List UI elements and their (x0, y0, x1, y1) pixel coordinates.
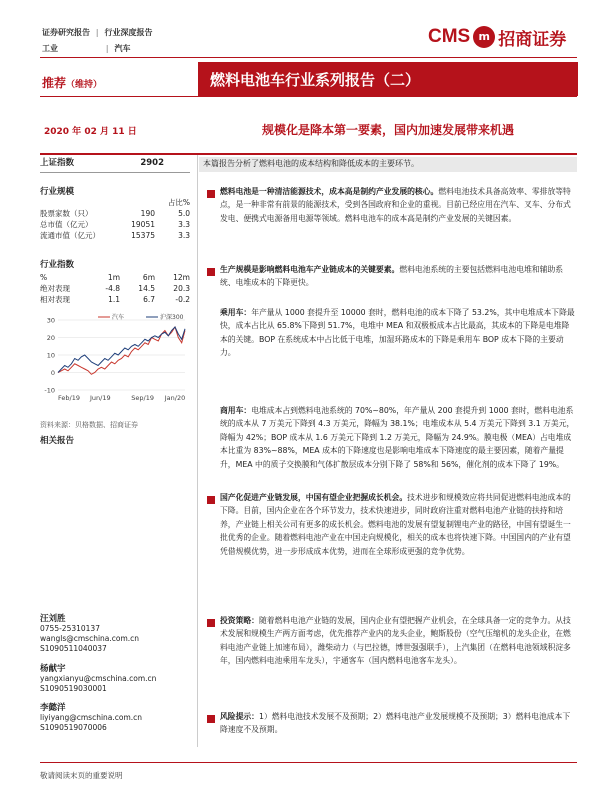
chart-x-tick: Jan/20 (164, 394, 186, 402)
index-header: % (40, 273, 48, 282)
analyst-email[interactable]: yangxianyu@cmschina.com.cn (40, 674, 157, 683)
industry-scale-title: 行业规模 (40, 187, 75, 197)
scale-row-name: 股票家数（只） (40, 209, 93, 218)
analyst-name: 汪刘胜 (40, 614, 66, 624)
index-row-1m: 1.1 (108, 295, 120, 304)
footer-note: 敬请阅读末页的重要说明 (40, 771, 123, 780)
brand-cn: 招商证券 (498, 29, 567, 50)
legend-label: 汽车 (112, 314, 125, 321)
paragraph-6 (220, 614, 577, 668)
report-sector: 工业 | 汽车 (42, 44, 131, 53)
analyst-name: 李懿洋 (40, 703, 66, 713)
rating (42, 74, 102, 91)
index-row (40, 294, 190, 305)
analyst-card (40, 664, 156, 694)
title-rule (40, 96, 577, 97)
index-label: 上证指数 (40, 158, 75, 168)
paragraph-7 (220, 710, 577, 737)
p2-keyword: 生产规模是影响燃料电池车产业链成本的关键要素。 (220, 265, 400, 274)
rating-label: 推荐 (42, 76, 67, 90)
brand-logo (428, 23, 566, 51)
report-type: 证券研究报告 | 行业深度报告 (42, 28, 153, 37)
index-row-6m: 14.5 (138, 284, 155, 293)
scale-row-pct: 3.3 (178, 231, 190, 240)
top-rule (40, 57, 577, 58)
paragraph-2 (220, 263, 577, 290)
sector-1: 工业 (42, 44, 58, 53)
footer-rule (40, 762, 577, 763)
index-header: 6m (142, 273, 155, 282)
index-box (40, 158, 190, 169)
p1-keyword: 燃料电池是一种清洁能源技术，成本高是制约产业发展的核心。 (220, 187, 439, 196)
analyst-id: S1090519070006 (40, 723, 107, 732)
index-value: 2902 (140, 158, 164, 168)
p3-text: 年产量从 1000 套提升至 10000 套时，燃料电池的成本下降了 53.2%，其中电堆成本下降最快，成本占比从 65.8%下降到 51.7%，电堆中 MEA 和双极板成本占比最高，其成本的下降是电堆降本的关键。BOP 在系统成本中占比低于电堆，加湿环路成本的下降是乘用车 BOP 成本下降的主要动力。 (220, 308, 575, 358)
industry-index (40, 258, 190, 305)
bullet-icon (207, 715, 215, 723)
scale-row-name: 流通市值（亿元） (40, 231, 100, 240)
chart-x-tick: Jun/19 (90, 394, 111, 402)
p5-keyword: 国产化促进产业链发展，中国有望企业把握成长机会。 (220, 493, 408, 502)
related-reports: 相关报告 (40, 436, 75, 446)
bullet-icon (207, 268, 215, 276)
chart-y-tick: 0 (50, 369, 55, 377)
report-subtitle: 规模化是降本第一要素，国内加速发展带来机遇 (262, 123, 515, 137)
scale-row (40, 230, 190, 241)
p3-keyword: 乘用车： (220, 308, 252, 317)
subtitle-rule (40, 153, 577, 155)
scale-row-pct: 5.0 (178, 209, 190, 218)
chart-y-tick: -10 (44, 386, 55, 395)
scale-row-value: 190 (140, 209, 155, 218)
p7-keyword: 风险提示： (220, 712, 259, 721)
report-title: 燃料电池车行业系列报告（二） (210, 71, 421, 89)
rating-sub: （维持） (66, 80, 103, 90)
report-tag-2: 行业深度报告 (104, 28, 153, 37)
paragraph-1 (220, 185, 577, 225)
index-header: 12m (173, 273, 190, 282)
analyst-email[interactable]: wangls@cmschina.com.cn (40, 634, 140, 643)
scale-row-value: 19051 (131, 220, 155, 229)
p6-keyword: 投资策略： (220, 616, 259, 625)
index-row-6m: 6.7 (143, 295, 155, 304)
analyst-name: 杨献宇 (40, 664, 66, 674)
analyst-phone: 0755-25310137 (40, 624, 100, 633)
industry-index-chart (40, 312, 190, 404)
paragraph-3 (220, 306, 577, 360)
report-date: 2020 年 02 月 11 日 (44, 127, 137, 137)
scale-row (40, 208, 190, 219)
analyst-id: S1090519030001 (40, 684, 107, 693)
scale-row (40, 219, 190, 230)
p2-text: 燃料电池系统的主要包括燃料电池电堆和辅助系统、电堆成本的下降更快。 (220, 265, 564, 288)
index-row (40, 283, 190, 294)
scale-col-header: 占比% (167, 198, 190, 207)
scale-row-pct: 3.3 (178, 220, 190, 229)
p4-keyword: 商用车： (220, 406, 252, 415)
p4-text: 电堆成本占到燃料电池系统的 70%~80%，年产量从 200 套提升到 1000 套时，燃料电池系统的成本从 7 万美元下降到 4.3 万美元，降幅为 38.1%；电堆成本从 5.4 万美元下降到 3.1 万美元，降幅为 42%；BOP 成本从 1.6 万美元下降到 1.2 万美元，降幅为 24.9%。膜电极（MEA）占电堆成本比重为 83%~88%，MEA 成本的下降速度也是影响电堆成本下降速度的最主要因素，随着产量提升，MEA 中的质子交换膜和气体扩散层成本分别下降了 58%和 56%，催化剂的成本下降了 19%。 (220, 406, 575, 469)
bullet-icon (207, 496, 215, 504)
p7-text: 1）燃料电池技术发展不及预期；2）燃料电池产业发展规模不及预期；3）燃料电池成本下降速度不及预期。 (220, 712, 571, 735)
brand-latin: CMS (428, 26, 471, 47)
chart-y-tick: 30 (46, 316, 55, 325)
index-row-name: 绝对表现 (40, 284, 70, 293)
index-row-12m: 20.3 (173, 284, 190, 293)
chart-series-line (58, 327, 185, 373)
report-tag-1: 证券研究报告 (42, 28, 90, 37)
index-row-name: 相对表现 (40, 295, 70, 304)
chart-x-tick: Sep/19 (131, 394, 155, 402)
chart-y-tick: 10 (46, 351, 55, 360)
paragraph-4 (220, 404, 577, 471)
logo-emblem-icon: m (473, 26, 495, 48)
column-divider (197, 155, 198, 747)
analyst-card (40, 614, 139, 654)
chart-x-tick: Feb/19 (58, 394, 80, 402)
industry-scale (40, 185, 190, 241)
p6-text: 随着燃料电池产业链的发展，国内企业有望把握产业机会，在全球具备一定的竞争力。从技术发展和规模生产两方面考虑，优先推荐产业内的龙头企业，鲍斯股份（空气压缩机的龙头企业，在燃料电池产业链上加速布局），潍柴动力（与巴拉德，博世强强联手），上汽集团（在燃料电池领域积淀多年，国内燃料电池乘用车龙头），宇通客车（国内燃料电池客车龙头）。 (220, 616, 571, 666)
chart-y-tick: 20 (46, 334, 55, 342)
chart-source: 资料来源：贝格数据、招商证券 (40, 421, 138, 429)
sidebar-divider (40, 172, 190, 173)
paragraph-5 (220, 491, 577, 558)
bullet-icon (207, 619, 215, 627)
p5-text: 技术进步和规模效应将共同促进燃料电池成本的下降。目前，国内企业在各个环节发力，技术快速进步，同时政府注重对燃料电池产业链的扶持和培养，产业链上相关公司有更多的成长机会。燃料电池的发展有望复制锂电产业的路径，中国有望诞生一批优秀的企业。随着燃料电池产业在中国走向规模化，相关的成本也将快速下降。中国国内的产业有望凭借规模优势，进一步形成成本优势，进而在全球形成更强的竞争优势。 (220, 493, 571, 556)
scale-row-value: 15375 (131, 231, 155, 240)
index-row-1m: -4.8 (105, 284, 120, 293)
scale-row-name: 总市值（亿元） (40, 220, 93, 229)
index-header: 1m (107, 273, 120, 282)
legend-label: 沪深300 (160, 314, 184, 321)
index-row-12m: -0.2 (175, 295, 190, 304)
analyst-email[interactable]: liyiyang@cmschina.com.cn (40, 713, 143, 722)
summary-text: 本篇报告分析了燃料电池的成本结构和降低成本的主要环节。 (203, 159, 419, 168)
analyst-id: S1090511040037 (40, 644, 107, 653)
p1-text: 燃料电池技术具备高效率、零排放等特点，是一种非常有前景的能源技术，受到各国政府和企业的重视。目前已经应用在汽车、叉车、分布式发电、便携式电源备用电源等领域。燃料电池车的成本高是制约产业发展的关键因素。 (220, 187, 571, 223)
bullet-icon (207, 190, 215, 198)
sector-2: 汽车 (114, 44, 131, 53)
analyst-card (40, 703, 142, 733)
industry-index-title: 行业指数 (40, 260, 75, 270)
